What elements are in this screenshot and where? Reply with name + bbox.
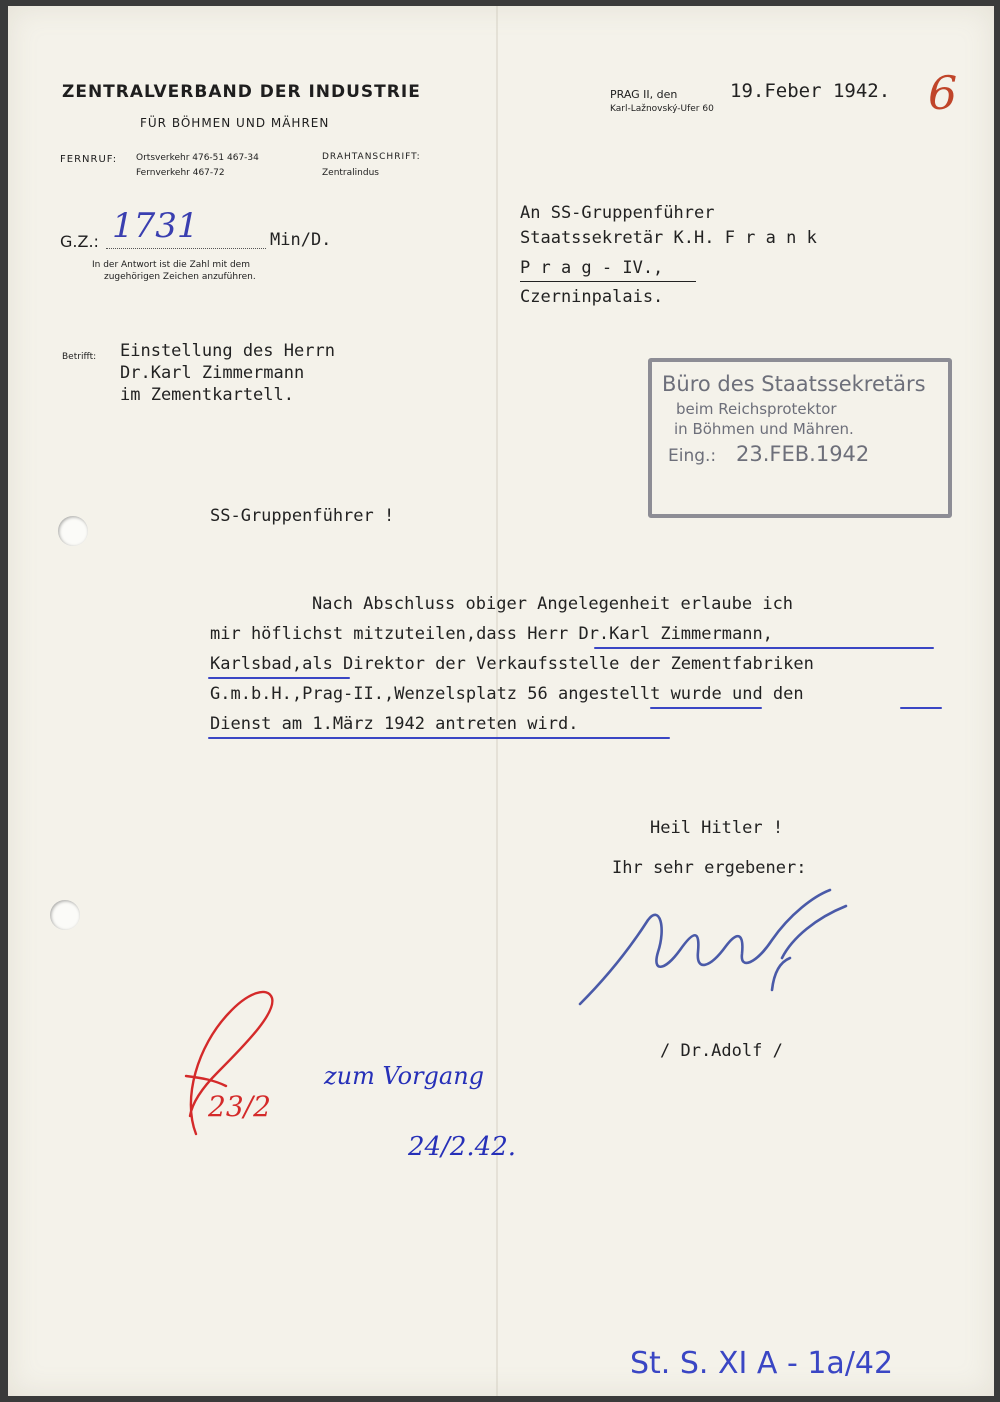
blue-note-1: zum Vorgang xyxy=(324,1062,485,1090)
body-line-4: G.m.b.H.,Prag-II.,Wenzelsplatz 56 angestellt wurde und den xyxy=(210,684,804,704)
stamp-received-date: 23.FEB.1942 xyxy=(736,442,870,466)
receipt-stamp xyxy=(648,358,952,518)
ink-underline xyxy=(594,647,934,649)
closing-greeting: Heil Hitler ! xyxy=(650,818,784,838)
ink-underline xyxy=(208,737,670,739)
phone-local: Ortsverkehr 476-51 467-34 xyxy=(136,153,259,163)
ink-underline xyxy=(650,707,762,709)
punch-hole xyxy=(50,900,80,930)
body-line-5: Dienst am 1.März 1942 antreten wird. xyxy=(210,714,579,734)
place-label: PRAG II, den xyxy=(610,88,678,101)
punch-hole xyxy=(58,516,88,546)
file-reference: St. S. XI A - 1a/42 xyxy=(630,1346,894,1381)
address: Karl-Lažnovský-Ufer 60 xyxy=(610,104,714,114)
recipient-line-2: Staatssekretär K.H. F r a n k xyxy=(520,228,817,248)
body-line-2: mir höflichst mitzuteilen,dass Herr Dr.Karl Zimmermann, xyxy=(210,624,773,644)
body-line-1: Nach Abschluss obiger Angelegenheit erlaube ich xyxy=(312,594,794,614)
ref-note-2: zugehörigen Zeichen anzuführen. xyxy=(104,272,256,282)
subject-line-2: Dr.Karl Zimmermann xyxy=(120,363,305,383)
salutation: SS-Gruppenführer ! xyxy=(210,506,395,526)
stamp-line-1: Büro des Staatssekretärs xyxy=(662,372,926,396)
ref-dotted-line xyxy=(106,248,266,249)
subject-line-1: Einstellung des Herrn xyxy=(120,341,335,361)
ref-number: 1731 xyxy=(112,206,199,246)
recipient-line-3: P r a g - IV., xyxy=(520,258,664,278)
signature xyxy=(568,876,858,1016)
ref-note-1: In der Antwort ist die Zahl mit dem xyxy=(92,260,250,270)
recipient-line-1: An SS-Gruppenführer xyxy=(520,203,715,223)
telegram-value: Zentralindus xyxy=(322,168,379,178)
stamp-line-3: in Böhmen und Mähren. xyxy=(674,420,854,438)
stamp-line-2: beim Reichsprotektor xyxy=(676,400,837,418)
ink-underline xyxy=(900,707,942,709)
letter-page xyxy=(8,6,994,1396)
ref-label: G.Z.: xyxy=(60,232,99,251)
red-initial-date: 23/2 xyxy=(208,1090,271,1123)
ink-underline xyxy=(208,677,350,679)
phone-long-distance: Fernverkehr 467-72 xyxy=(136,168,225,178)
org-name: ZENTRALVERBAND DER INDUSTRIE xyxy=(62,82,421,102)
org-subtitle: FÜR BÖHMEN UND MÄHREN xyxy=(140,116,330,130)
page-number: 6 xyxy=(928,66,958,120)
telegram-label: DRAHTANSCHRIFT: xyxy=(322,152,421,162)
body-line-3: Karlsbad,als Direktor der Verkaufsstelle der Zementfabriken xyxy=(210,654,814,674)
blue-note-2: 24/2.42. xyxy=(408,1132,516,1162)
ref-suffix: Min/D. xyxy=(270,230,332,250)
phone-label: FERNRUF: xyxy=(60,154,118,165)
stamp-received-label: Eing.: xyxy=(668,446,717,466)
subject-line-3: im Zementkartell. xyxy=(120,385,294,405)
subject-label: Betrifft: xyxy=(62,352,97,362)
recipient-underline xyxy=(520,281,696,282)
recipient-line-4: Czerninpalais. xyxy=(520,287,664,307)
closing-phrase: Ihr sehr ergebener: xyxy=(612,858,807,878)
letter-date: 19.Feber 1942. xyxy=(730,80,891,102)
signatory-name: / Dr.Adolf / xyxy=(660,1041,783,1061)
